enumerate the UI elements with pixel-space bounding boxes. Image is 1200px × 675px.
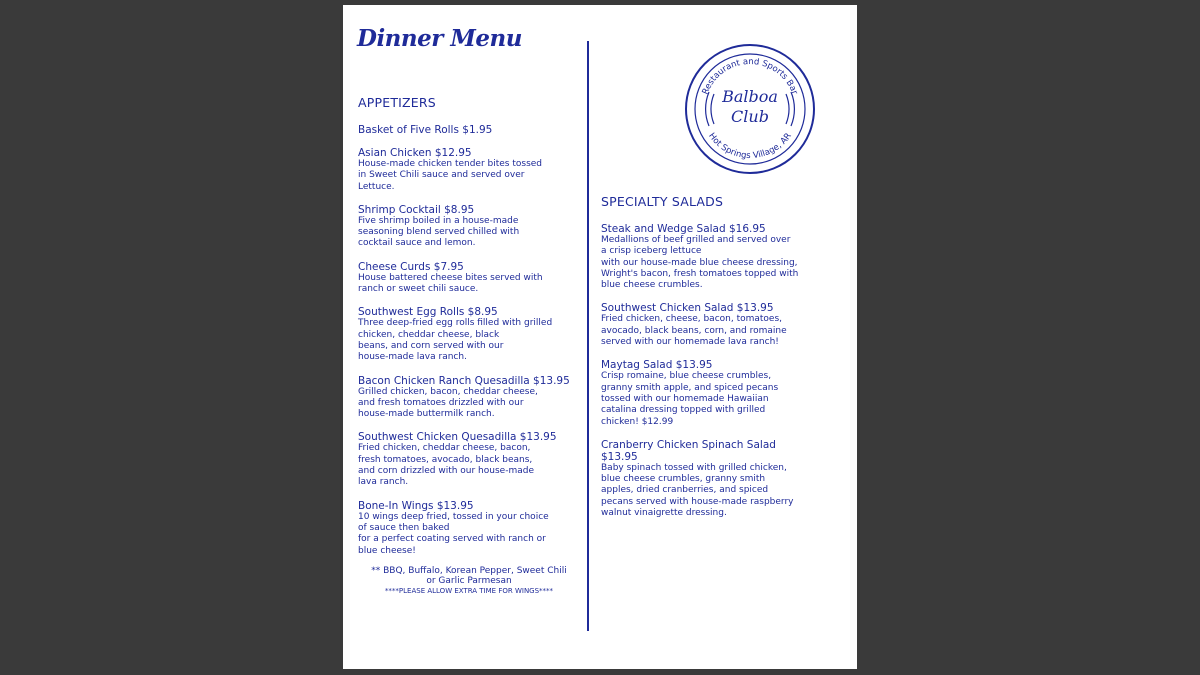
menu-item — [601, 223, 835, 291]
menu-item-title: Steak and Wedge Salad $16.95 — [601, 223, 766, 235]
salads-section — [601, 194, 835, 530]
menu-item — [358, 147, 580, 193]
menu-item-description: Grilled chicken, bacon, cheddar cheese, and fresh tomatoes drizzled with our house-made buttermilk ranch. — [358, 386, 538, 420]
menu-item-title: Bacon Chicken Ranch Quesadilla $13.95 — [358, 374, 570, 387]
menu-item-description: House battered cheese bites served with ranch or sweet chili sauce. — [358, 272, 543, 295]
appetizers-section — [358, 95, 580, 596]
menu-item-title: Shrimp Cocktail $8.95 — [358, 203, 475, 216]
logo-name-line2: Club — [731, 107, 769, 126]
menu-item — [358, 124, 580, 136]
menu-item — [358, 431, 580, 488]
column-divider — [587, 41, 589, 631]
menu-item — [358, 261, 580, 296]
menu-item-description: Fried chicken, cheese, bacon, tomatoes, avocado, black beans, corn, and romaine served with our homemade lava ranch! — [601, 314, 787, 348]
menu-item-description: House-made chicken tender bites tossed in Sweet Chili sauce and served over Lettuce. — [358, 159, 543, 192]
menu-item-title: Cheese Curds $7.95 — [358, 260, 464, 273]
menu-item-title: Cranberry Chicken Spinach Salad $13.95 — [601, 438, 776, 463]
menu-item — [601, 359, 835, 427]
menu-item-title: Southwest Chicken Salad $13.95 — [601, 302, 774, 315]
logo-top-text: Restaurant and Sports Bar — [700, 56, 800, 97]
menu-item-title: Southwest Egg Rolls $8.95 — [358, 306, 498, 319]
menu-page — [343, 5, 857, 669]
menu-item-description: Crisp romaine, blue cheese crumbles, granny smith apple, and spiced pecans tossed with our homemade Hawaiian catalina dressing topped with grilled chicken! $12.99 — [601, 371, 779, 427]
menu-item-description: Five shrimp boiled in a house-made seasoning blend served chilled with cocktail sauce and lemon. — [358, 215, 520, 249]
menu-item — [601, 302, 835, 348]
menu-item-description: Fried chicken, cheddar cheese, bacon, fresh tomatoes, avocado, black beans, and corn drizzled with our house-made lava ranch. — [358, 443, 534, 488]
menu-item — [358, 375, 580, 421]
menu-item-description: Medallions of beef grilled and served over a crisp iceberg lettuce with our house-made blue cheese dressing, Wright's bacon, fresh tomatoes topped with blue cheese crumbles. — [601, 235, 799, 291]
menu-item-description: Three deep-fried egg rolls filled with grilled chicken, cheddar cheese, black beans, and corn served with our house-made lava ranch. — [358, 318, 553, 363]
logo-name-line1: Balboa — [722, 87, 778, 106]
menu-item — [358, 204, 580, 250]
menu-item-title: Bone-In Wings $13.95 — [358, 499, 474, 512]
menu-item-title: Southwest Chicken Quesadilla $13.95 — [358, 431, 557, 444]
menu-item-title: Maytag Salad $13.95 — [601, 359, 713, 372]
menu-title: Dinner Menu — [357, 25, 522, 52]
balboa-club-logo — [683, 42, 817, 176]
menu-item-description: Baby spinach tossed with grilled chicken, blue cheese crumbles, granny smith apples, dried cranberries, and spiced pecans served with house-made raspberry walnut vinaigrette dressing. — [601, 462, 794, 519]
menu-item — [358, 306, 580, 363]
menu-item-title: Basket of Five Rolls $1.95 — [358, 124, 493, 136]
menu-item — [358, 500, 580, 557]
wing-sauces-note: ** BBQ, Buffalo, Korean Pepper, Sweet Chili or Garlic Parmesan — [371, 565, 567, 587]
appetizers-heading: APPETIZERS — [358, 95, 436, 110]
menu-item — [601, 439, 835, 519]
logo-bottom-text: Hot Springs Village, AR — [706, 131, 794, 162]
menu-item-description: 10 wings deep fried, tossed in your choice of sauce then baked for a perfect coating served with ranch or blue cheese! — [358, 511, 549, 556]
salads-heading: SPECIALTY SALADS — [601, 194, 724, 209]
wing-time-note: ****PLEASE ALLOW EXTRA TIME FOR WINGS**** — [384, 586, 554, 595]
menu-item-title: Asian Chicken $12.95 — [358, 147, 472, 159]
